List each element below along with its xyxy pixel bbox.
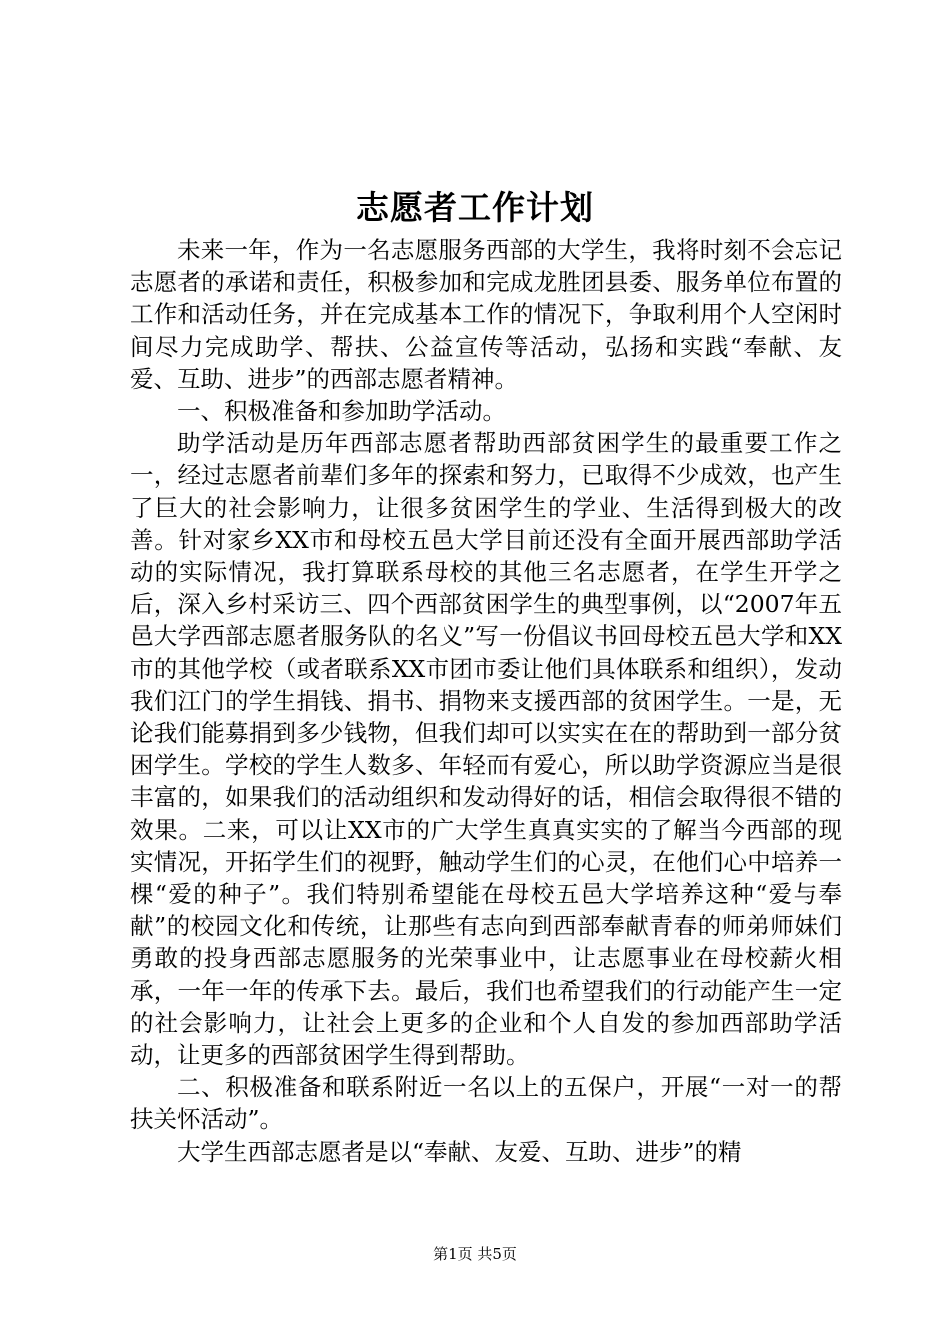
section-heading-2: 二、积极准备和联系附近一名以上的五保户，开展“一对一的帮扶关怀活动”。 [130,1073,842,1134]
section-heading-1: 一、积极准备和参加助学活动。 [177,397,506,426]
paragraph-section-2: 大学生西部志愿者是以“奉献、友爱、互助、进步”的精 [177,1137,742,1166]
document-title: 志愿者工作计划 [356,188,594,227]
paragraph-intro: 未来一年，作为一名志愿服务西部的大学生，我将时刻不会忘记志愿者的承诺和责任，积极参加和完成龙胜团县委、服务单位布置的工作和活动任务，并在完成基本工作的情况下，争取利用个人空闲时间尽力完成助学、帮扶、公益宣传等活动，弘扬和实践“奉献、友爱、互助、进步”的西部志愿者精神。 [130,236,842,393]
document-body [130,234,842,1168]
page-number-footer: 第1页 共5页 [433,1245,517,1263]
paragraph-section-1: 助学活动是历年西部志愿者帮助西部贫困学生的最重要工作之一，经过志愿者前辈们多年的探索和努力，已取得不少成效，也产生了巨大的社会影响力，让很多贫困学生的学业、生活得到极大的改善。针对家乡XX市和母校五邑大学目前还没有全面开展西部助学活动的实际情况，我打算联系母校的其他三名志愿者，在学生开学之后，深入乡村采访三、四个西部贫困学生的典型事例，以“2007年五邑大学西部志愿者服务队的名义”写一份倡议书回母校五邑大学和XX市的其他学校（或者联系XX市团市委让他们具体联系和组织），发动我们江门的学生捐钱、捐书、捐物来支援西部的贫困学生。一是，无论我们能募捐到多少钱物，但我们却可以实实在在的帮助到一部分贫困学生。学校的学生人数多、年轻而有爱心，所以助学资源应当是很丰富的，如果我们的活动组织和发动得好的话，相信会取得很不错的效果。二来，可以让XX市的广大学生真真实实的了解当今西部的现实情况，开拓学生们的视野，触动学生们的心灵，在他们心中培养一棵“爱的种子”。我们特别希望能在母校五邑大学培养这种“爱与奉献”的校园文化和传统，让那些有志向到西部奉献青春的师弟师妹们勇敢的投身西部志愿服务的光荣事业中，让志愿事业在母校薪火相承，一年一年的传承下去。最后，我们也希望我们的行动能产生一定的社会影响力，让社会上更多的企业和个人自发的参加西部助学活动，让更多的西部贫困学生得到帮助。 [130,429,842,1070]
